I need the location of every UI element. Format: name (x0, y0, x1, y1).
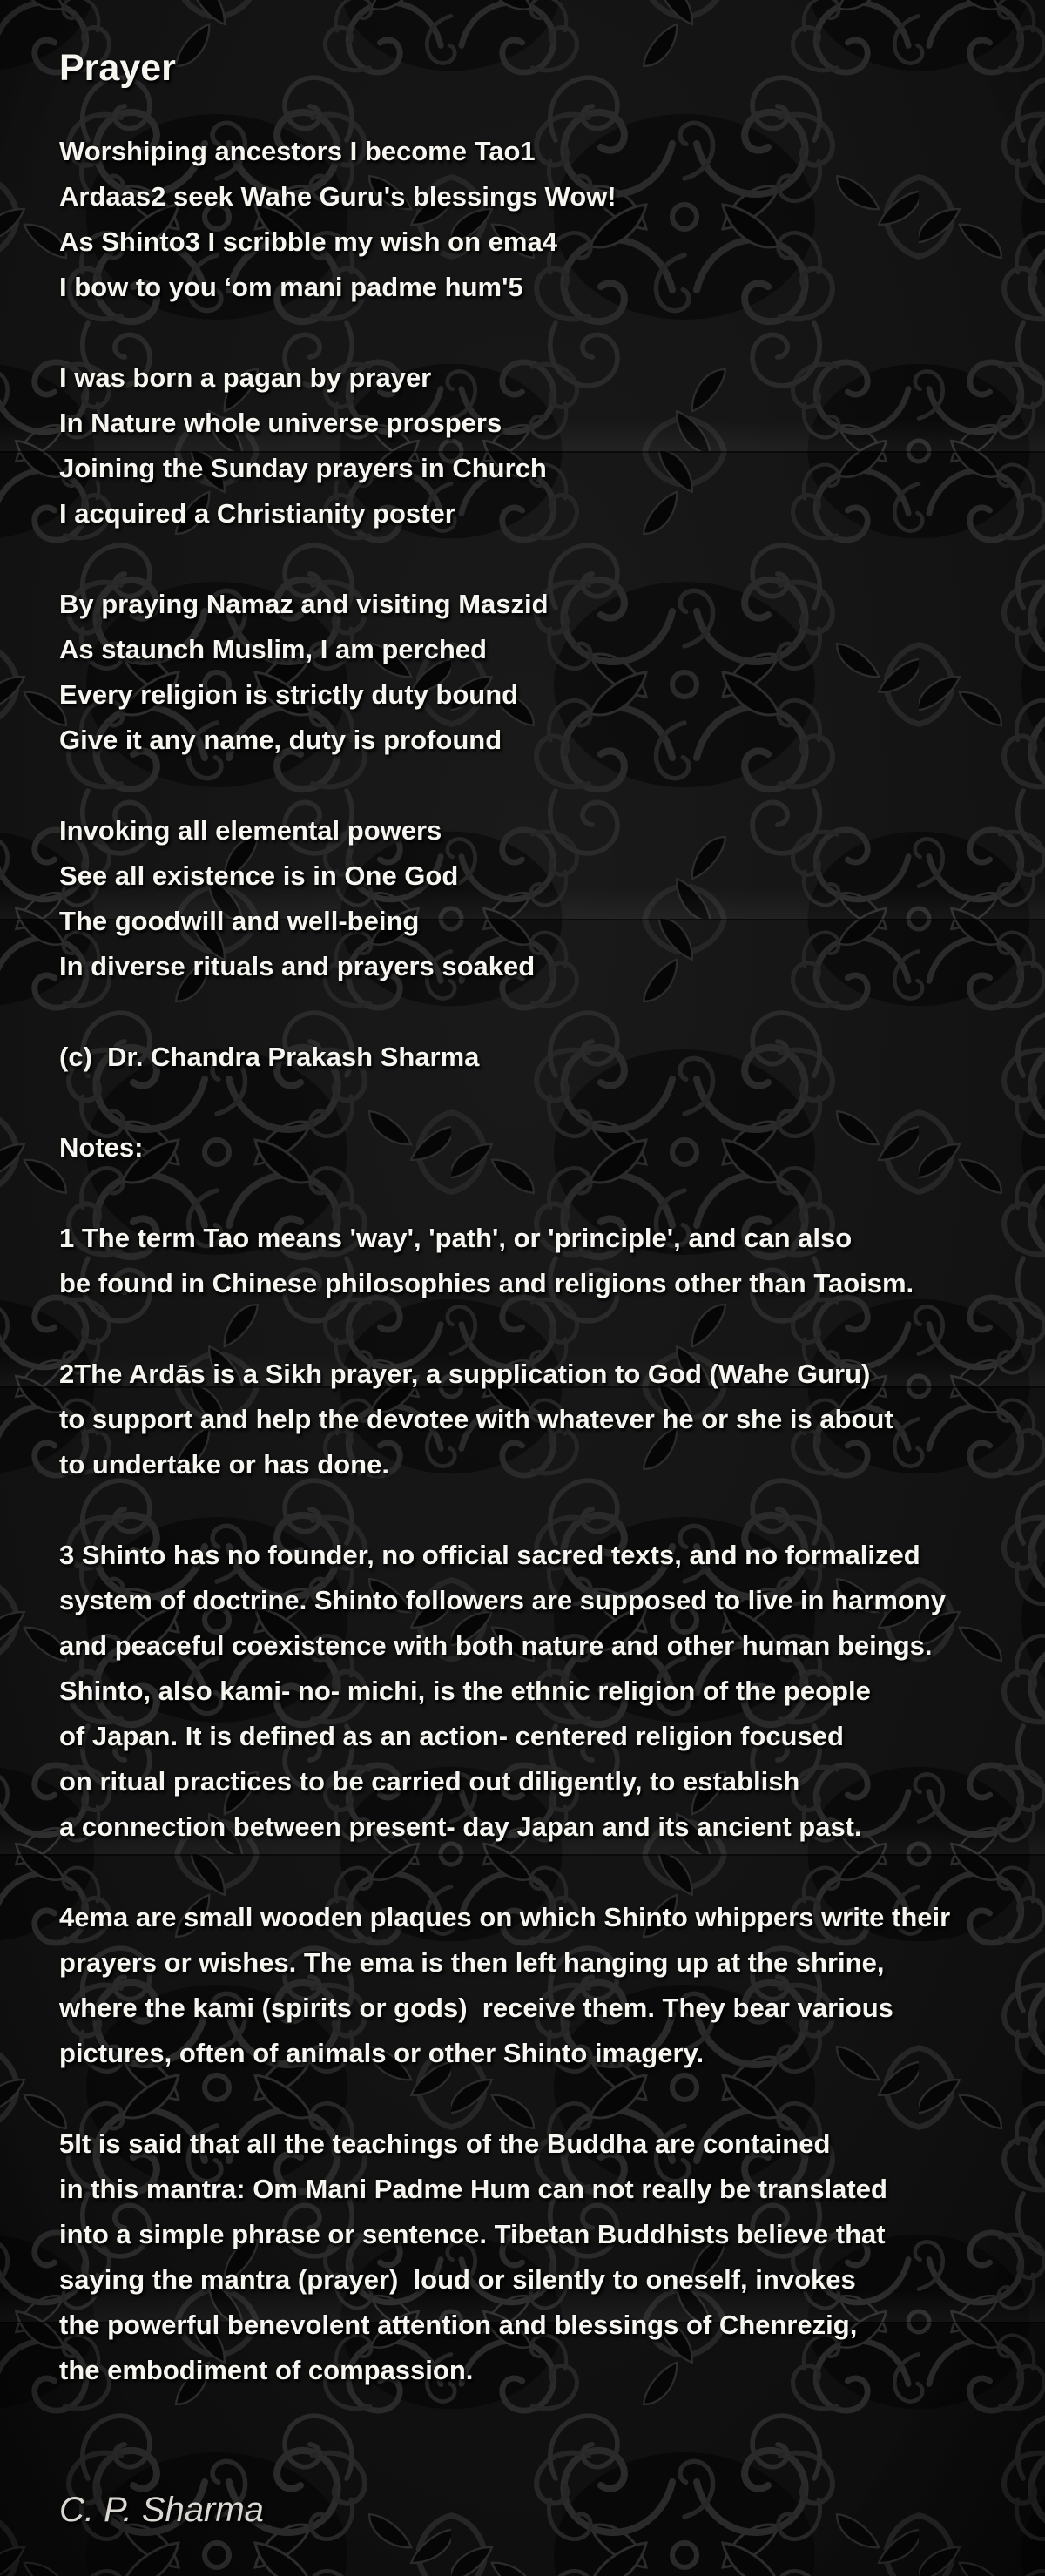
note-line: 3 Shinto has no founder, no official sacred texts, and no formalized (59, 1540, 920, 1570)
blank-line (59, 2076, 1036, 2121)
note-line: to undertake or has done. (59, 1449, 389, 1480)
poem-line: As Shinto3 I scribble my wish on ema4 (59, 226, 557, 257)
blank-line (59, 1487, 1036, 1533)
note-line: the powerful benevolent attention and blessings of Chenrezig, (59, 2310, 858, 2340)
note-line: Shinto, also kami- no- michi, is the ethnic religion of the people (59, 1676, 871, 1706)
poem-line: As staunch Muslim, I am perched (59, 634, 487, 664)
blank-line (59, 536, 1036, 582)
poem-line: Worshiping ancestors I become Tao1 (59, 136, 536, 166)
notes-heading: Notes: (59, 1132, 144, 1163)
poem-line: Joining the Sunday prayers in Church (59, 453, 547, 483)
poem-line: By praying Namaz and visiting Maszid (59, 589, 549, 619)
poem-body (59, 129, 1036, 2393)
note-line: a connection between present- day Japan and its ancient past. (59, 1811, 862, 1842)
poem-line: I acquired a Christianity poster (59, 498, 455, 529)
note-line: and peaceful coexistence with both nature and other human beings. (59, 1630, 933, 1661)
note-line: 2The Ardās is a Sikh prayer, a supplication to God (Wahe Guru) (59, 1359, 871, 1389)
blank-line (59, 989, 1036, 1035)
note-line: to support and help the devotee with whatever he or she is about (59, 1404, 893, 1434)
copyright-line: (c) Dr. Chandra Prakash Sharma (59, 1042, 480, 1072)
note-line: into a simple phrase or sentence. Tibetan Buddhists believe that (59, 2219, 886, 2249)
poem-line: See all existence is in One God (59, 860, 459, 891)
poem-line: I was born a pagan by prayer (59, 362, 432, 393)
poem-line: I bow to you ‘om mani padme hum'5 (59, 272, 523, 302)
note-line: where the kami (spirits or gods) receive them. They bear various (59, 1993, 893, 2023)
poem-title: Prayer (59, 47, 176, 89)
note-line: system of doctrine. Shinto followers are supposed to live in harmony (59, 1585, 947, 1615)
note-line: 5It is said that all the teachings of the Buddha are contained (59, 2128, 831, 2159)
note-line: the embodiment of compassion. (59, 2355, 474, 2385)
author-signature: C. P. Sharma (59, 2491, 264, 2529)
poem-content (59, 49, 1036, 2529)
poem-line: Every religion is strictly duty bound (59, 679, 519, 710)
blank-line (59, 310, 1036, 355)
poem-line: Give it any name, duty is profound (59, 725, 502, 755)
note-line: saying the mantra (prayer) loud or silently to oneself, invokes (59, 2264, 856, 2295)
poem-line: Invoking all elemental powers (59, 815, 442, 846)
poem-line: Ardaas2 seek Wahe Guru's blessings Wow! (59, 181, 617, 212)
blank-line (59, 1306, 1036, 1352)
note-line: be found in Chinese philosophies and religions other than Taoism. (59, 1268, 914, 1298)
poem-line: In Nature whole universe prospers (59, 408, 502, 438)
poem-line: In diverse rituals and prayers soaked (59, 951, 536, 981)
note-line: of Japan. It is defined as an action- centered religion focused (59, 1721, 844, 1751)
blank-line (59, 1170, 1036, 1216)
poem-line: The goodwill and well-being (59, 906, 420, 936)
note-line: 1 The term Tao means 'way', 'path', or 'principle', and can also (59, 1223, 853, 1253)
blank-line (59, 1080, 1036, 1125)
note-line: in this mantra: Om Mani Padme Hum can not really be translated (59, 2174, 887, 2204)
note-line: pictures, often of animals or other Shinto imagery. (59, 2038, 705, 2068)
note-line: prayers or wishes. The ema is then left hanging up at the shrine, (59, 1947, 885, 1978)
note-line: on ritual practices to be carried out diligently, to establish (59, 1766, 800, 1797)
blank-line (59, 763, 1036, 808)
note-line: 4ema are small wooden plaques on which Shinto whippers write their (59, 1902, 951, 1932)
blank-line (59, 1850, 1036, 1895)
